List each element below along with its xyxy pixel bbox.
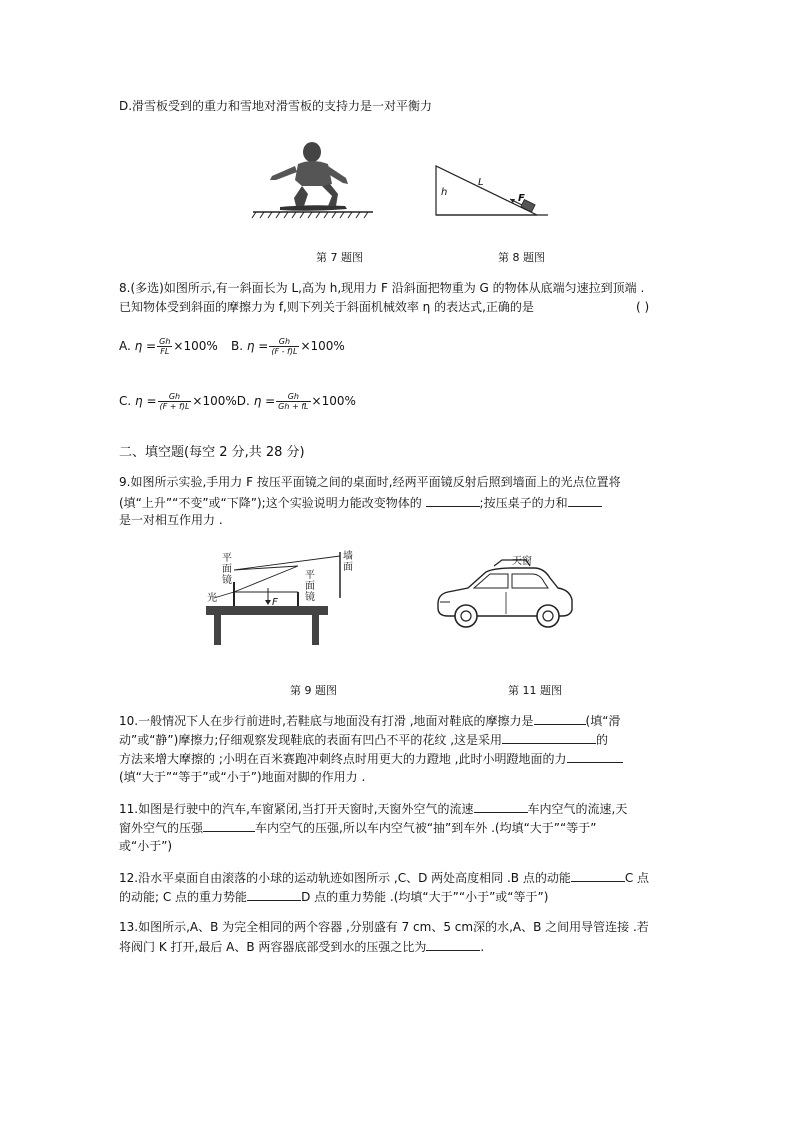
answer-blank[interactable] xyxy=(474,800,528,813)
q12-line2-start: 的动能; C 点的重力势能 xyxy=(119,890,248,904)
figure-8-caption: 第 8 题图 xyxy=(498,251,545,264)
label-char: 平 xyxy=(305,570,315,581)
car-figure xyxy=(434,556,576,636)
option-c-denominator: (F + f)L xyxy=(159,402,190,411)
q9-line2 xyxy=(119,494,602,511)
sunroof-label: 天窗 xyxy=(512,556,532,567)
label-char: 镜 xyxy=(305,592,315,603)
q8-option-a xyxy=(119,337,218,356)
option-b-eta: η = xyxy=(246,339,269,353)
q9-line2-end: ;按压桌子的力和 xyxy=(479,496,568,510)
force-label: F xyxy=(272,597,278,608)
q8-answer-paren: ( ) xyxy=(636,300,650,314)
option-c-numerator: Gh xyxy=(158,392,192,402)
answer-blank[interactable] xyxy=(426,938,480,951)
label-char: 平 xyxy=(222,553,232,564)
q12-line1-start: 12.沿水平桌面自由滚落的小球的运动轨迹如图所示 ,C、D 两处高度相同 .B 点的动能 xyxy=(119,871,571,885)
figure-7-caption: 第 7 题图 xyxy=(316,251,363,264)
q13-line2-start: 将阀门 K 打开,最后 A、B 两容器底部受到水的压强之比为 xyxy=(119,940,427,954)
q12-line1 xyxy=(119,869,649,886)
q10-line1 xyxy=(119,712,620,729)
q12-line2-end: D 点的重力势能 .(均填“大于”“小于”或“等于”) xyxy=(301,890,549,904)
label-char: 墙 xyxy=(343,551,353,562)
option-c-fraction xyxy=(158,392,192,411)
option-c-tail: ×100% xyxy=(192,394,237,408)
incline-label-L: L xyxy=(478,177,484,188)
figure-11-caption: 第 11 题图 xyxy=(508,684,562,697)
q9-line2-start: (填“上升”“不变”或“下降”);这个实验说明力能改变物体的 xyxy=(119,496,426,510)
label-char: 镜 xyxy=(222,575,232,586)
q11-line1 xyxy=(119,800,627,817)
q13-line1: 13.如图所示,A、B 为完全相同的两个容器 ,分别盛有 7 cm、5 cm深的水,A、B 之间用导管连接 .若 xyxy=(119,920,649,934)
mirror2-label xyxy=(305,570,315,603)
q8-option-b xyxy=(231,337,345,356)
option-b-denominator: (F - f)L xyxy=(271,347,298,356)
q11-line1-end: 车内空气的流速,天 xyxy=(527,802,628,816)
q10-line1-end: (填“滑 xyxy=(585,714,621,728)
mirror1-label xyxy=(222,553,232,586)
q10-line2-end: 的 xyxy=(596,733,609,747)
option-d-tail: ×100% xyxy=(311,394,356,408)
q11-line2 xyxy=(119,819,596,836)
q8-stem-line1: 8.(多选)如图所示,有一斜面长为 L,高为 h,现用力 F 沿斜面把物重为 G 的物体从底端匀速拉到顶端 . xyxy=(119,281,645,295)
option-b-label: B. xyxy=(231,339,244,353)
answer-blank[interactable] xyxy=(571,869,625,882)
q11-line3: 或“小于”) xyxy=(119,839,173,853)
wall-label xyxy=(343,551,353,573)
q12-line2 xyxy=(119,888,548,905)
q9-line1: 9.如图所示实验,手用力 F 按压平面镜之间的桌面时,经两平面镜反射后照到墙面上的光点位置将 xyxy=(119,475,621,489)
q11-line2-end: 车内空气的压强,所以车内空气被“抽”到车外 .(均填“大于”“等于” xyxy=(255,821,597,835)
option-d-fraction xyxy=(276,392,310,411)
answer-blank[interactable] xyxy=(567,750,623,763)
option-d-denominator: Gh + fL xyxy=(278,402,309,411)
q10-line2-start: 动”或“静”)摩擦力;仔细观察发现鞋底的表面有凹凸不平的花纹 ,这是采用 xyxy=(119,733,503,747)
q10-line2 xyxy=(119,731,608,748)
option-a-fraction xyxy=(157,337,172,356)
q11-line1-start: 11.如图是行驶中的汽车,车窗紧闭,当打开天窗时,天窗外空气的流速 xyxy=(119,802,474,816)
incline-figure xyxy=(432,160,552,220)
answer-blank[interactable] xyxy=(568,494,602,507)
answer-blank[interactable] xyxy=(502,731,596,744)
q13-line2-end: . xyxy=(480,940,485,954)
answer-blank[interactable] xyxy=(534,712,586,725)
q7-option-d: D.滑雪板受到的重力和雪地对滑雪板的支持力是一对平衡力 xyxy=(119,99,433,113)
incline-label-h: h xyxy=(441,187,448,198)
answer-blank[interactable] xyxy=(203,819,255,832)
q10-line3 xyxy=(119,750,623,767)
option-d-eta: η = xyxy=(253,394,276,408)
q12-line1-end: C 点 xyxy=(624,871,650,885)
option-b-fraction xyxy=(269,337,299,356)
label-char: 面 xyxy=(222,564,232,575)
option-a-numerator: Gh xyxy=(159,337,171,346)
q13-line2 xyxy=(119,938,484,955)
option-a-label: A. xyxy=(119,339,131,353)
option-c-label: C. xyxy=(119,394,132,408)
q10-line4: (填“大于”“等于”或“小于”)地面对脚的作用力 . xyxy=(119,770,366,784)
q11-line2-start: 窗外空气的压强 xyxy=(119,821,204,835)
option-d-numerator: Gh xyxy=(276,392,310,402)
option-a-eta: η = xyxy=(134,339,157,353)
section-2-title: 二、填空题(每空 2 分,共 28 分) xyxy=(119,445,305,460)
q9-line3: 是一对相互作用力 . xyxy=(119,513,223,527)
q8-stem-line2: 已知物体受到斜面的摩擦力为 f,则下列关于斜面机械效率 η 的表达式,正确的是 xyxy=(119,300,534,314)
answer-blank[interactable] xyxy=(247,888,301,901)
light-label: 光 xyxy=(207,593,217,604)
label-char: 面 xyxy=(343,562,353,573)
option-a-tail: ×100% xyxy=(173,339,218,353)
label-char: 面 xyxy=(305,581,315,592)
snowboarder-figure xyxy=(250,140,380,225)
figure-9-caption: 第 9 题图 xyxy=(290,684,337,697)
option-a-denominator: FL xyxy=(160,347,170,356)
incline-label-F: F xyxy=(518,193,525,204)
option-b-tail: ×100% xyxy=(300,339,345,353)
option-d-label: D. xyxy=(236,394,250,408)
q10-line3-text: 方法来增大摩擦的 ;小明在百米赛跑冲刺终点时用更大的力蹬地 ,此时小明蹬地面的力 xyxy=(119,752,567,766)
option-b-numerator: Gh xyxy=(269,337,299,347)
q10-line1-start: 10.一般情况下人在步行前进时,若鞋底与地面没有打滑 ,地面对鞋底的摩擦力是 xyxy=(119,714,534,728)
answer-blank[interactable] xyxy=(426,494,480,507)
q8-option-c xyxy=(119,392,356,411)
option-c-eta: η = xyxy=(135,394,157,408)
